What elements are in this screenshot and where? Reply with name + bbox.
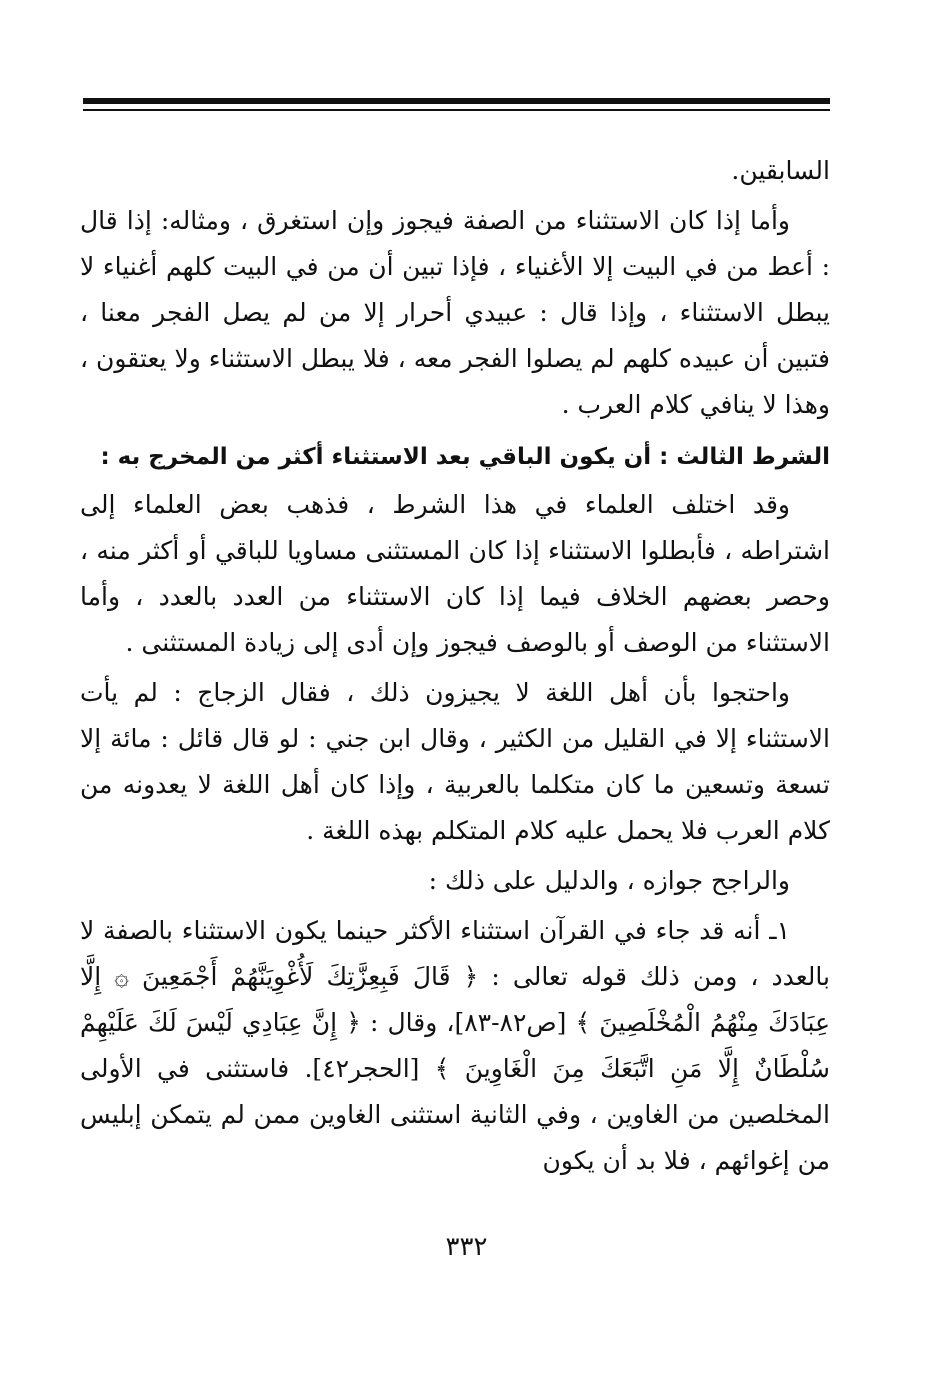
paragraph-attribute-exception: وأما إذا كان الاستثناء من الصفة فيجوز وإن استغرق ، ومثاله: إذا قال : أعط من في البيت إلا الأغنياء ، فإذا تبين أن من في البيت كلهم أغنياء لا يبطل الاستثناء ، وإذا قال : عبيدي أحرار إلا من لم يصل الفجر معنا ، فتبين أن عبيده كلهم لم يصلوا الفجر معه ، فلا يبطل الاستثناء ولا يعتقون ، وهذا لا ينافي كلام العرب . [80, 206, 830, 419]
body-text [80, 148, 830, 1184]
section-heading-third-condition: الشرط الثالث : أن يكون الباقي بعد الاستثناء أكثر من المخرج به : [100, 444, 830, 470]
paragraph-linguists-argument: واحتجوا بأن أهل اللغة لا يجيزون ذلك ، فقال الزجاج : لم يأت الاستثناء إلا في القليل من الكثير ، وقال ابن جني : لو قال قائل : مائة إلا تسعة وتسعين ما كان متكلما بالعربية ، وإذا كان أهل اللغة لا يعدونه من كلام العرب فلا يحمل عليه كلام المتكلم بهذه اللغة . [80, 678, 830, 845]
header-rule-thin [83, 109, 830, 111]
paragraph-scholars-disagreement: وقد اختلف العلماء في هذا الشرط ، فذهب بعض العلماء إلى اشتراطه ، فأبطلوا الاستثناء إذا كان المستثنى مساويا للباقي أو أكثر منه ، وحصر بعضهم الخلاف فيما إذا كان الاستثناء من العدد بالعدد ، وأما الاستثناء من الوصف أو بالوصف فيجوز وإن أدى إلى زيادة المستثنى . [80, 490, 830, 657]
paragraph-continuation: السابقين. [731, 156, 830, 185]
paragraph-evidence-one: ١ـ أنه قد جاء في القرآن استثناء الأكثر حينما يكون الاستثناء بالصفة لا بالعدد ، ومن ذلك قوله تعالى : ﴿ قَالَ فَبِعِزَّتِكَ لَأُغْوِيَنَّهُمْ أَجْمَعِينَ ۞ إِلَّا عِبَادَكَ مِنْهُمُ الْمُخْلَصِينَ ﴾ [ص٨٢-٨٣]، وقال : ﴿ إِنَّ عِبَادِي لَيْسَ لَكَ عَلَيْهِمْ سُلْطَانٌ إِلَّا مَنِ اتَّبَعَكَ مِنَ الْغَاوِينَ ﴾ [الحجر٤٢]. فاستثنى في الأولى المخلصين من الغاوين ، وفي الثانية استثنى الغاوين ممن لم يتمكن إبليس من إغوائهم ، فلا بد أن يكون [80, 916, 831, 1175]
paragraph-preferred-view: والراجح جوازه ، والدليل على ذلك : [428, 866, 790, 895]
page-number: ٣٣٢ [445, 1232, 488, 1262]
header-rule-thick [83, 98, 830, 104]
